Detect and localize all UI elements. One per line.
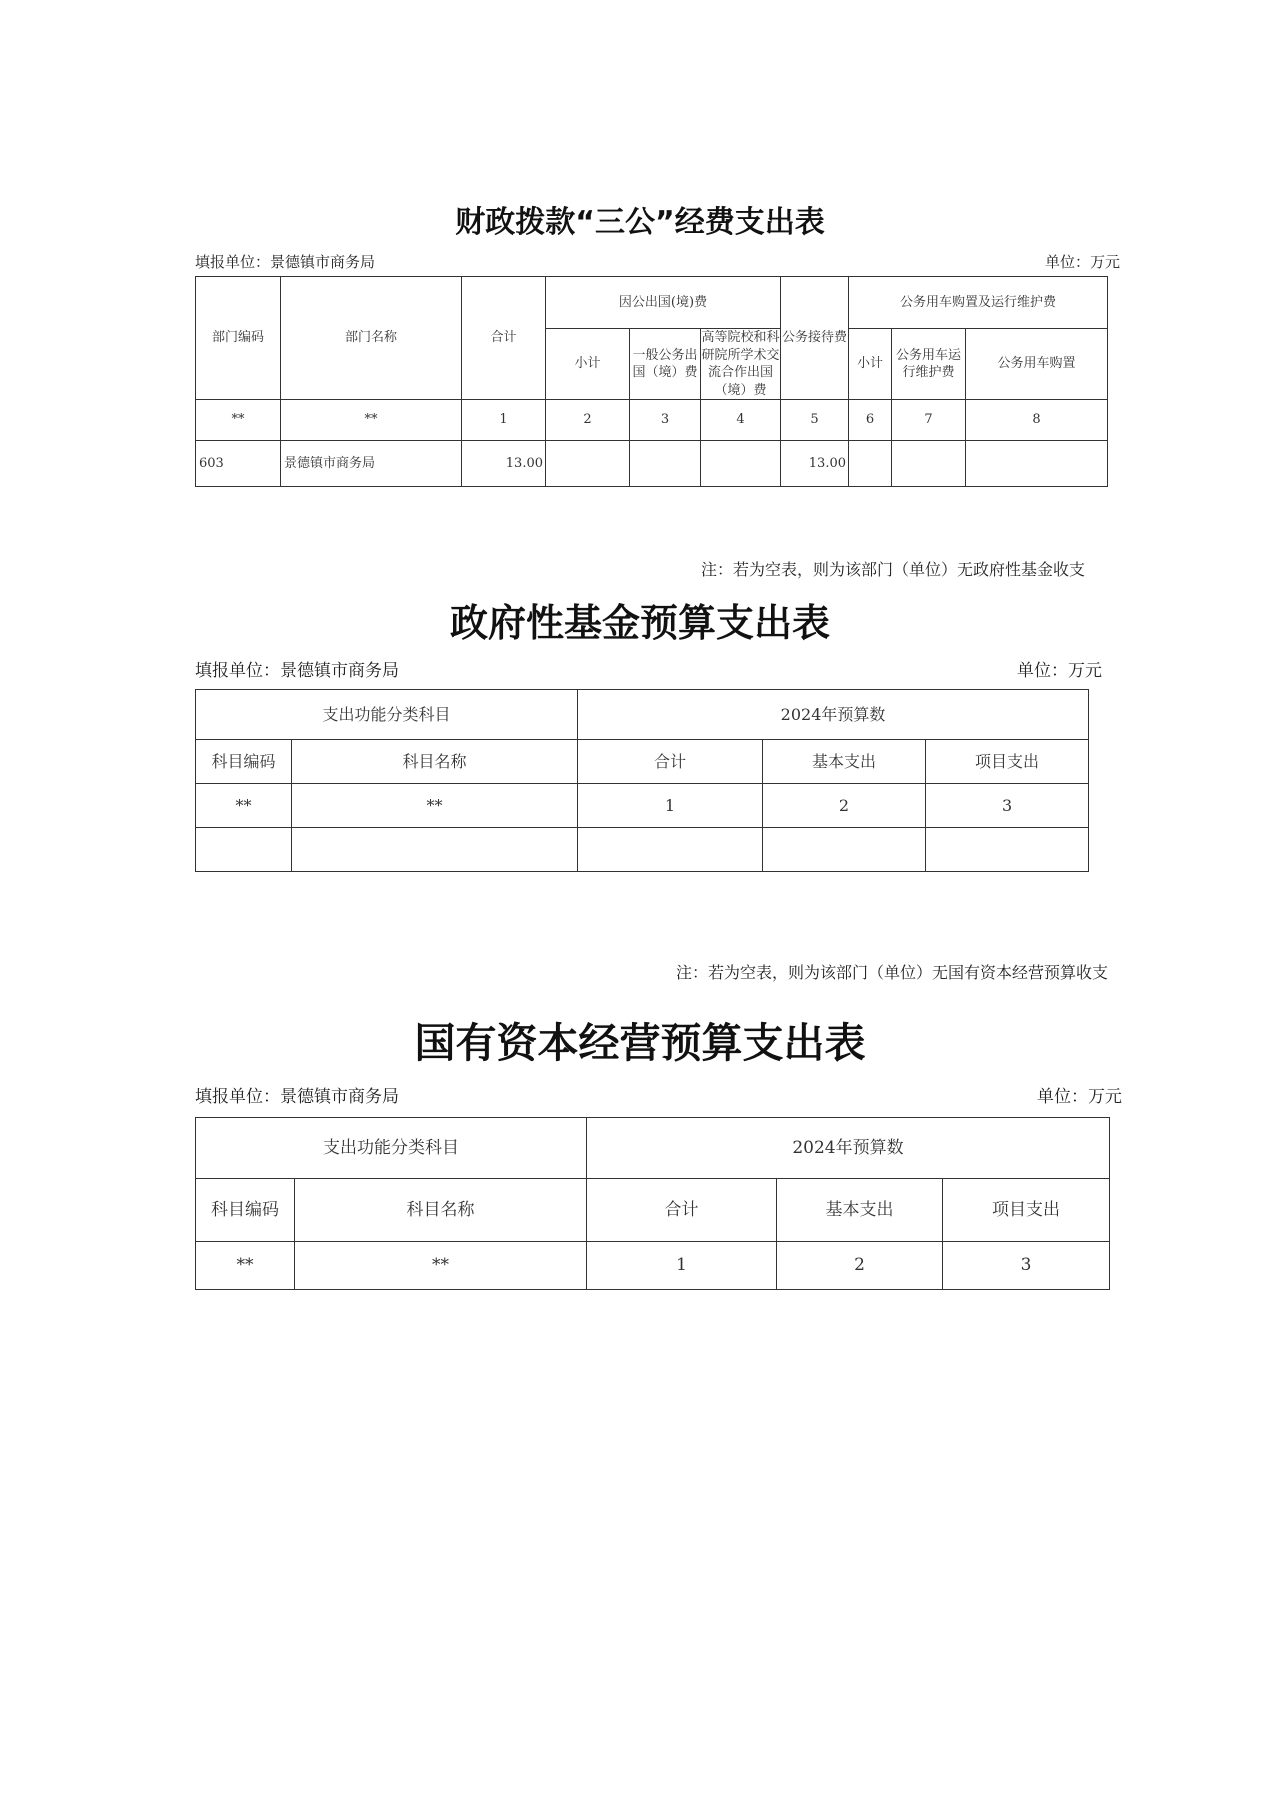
index-cell: 5 [781, 400, 849, 441]
index-cell: ** [196, 784, 292, 828]
header-category: 支出功能分类科目 [196, 1118, 587, 1179]
table3-unit-left: 填报单位：景德镇市商务局 [195, 1087, 399, 1107]
index-cell: ** [196, 1242, 295, 1290]
table-row [196, 828, 1089, 872]
index-cell: 2 [777, 1242, 943, 1290]
table2-unit-right: 单位：万元 [1017, 661, 1102, 681]
abroad-general-cell [630, 441, 701, 487]
empty-cell [763, 828, 926, 872]
table2-note: 注：若为空表，则为该部门（单位）无政府性基金收支 [700, 560, 1085, 579]
header-budget: 2024年预算数 [578, 690, 1089, 740]
header-project: 项目支出 [943, 1179, 1110, 1242]
empty-cell [926, 828, 1089, 872]
header-basic: 基本支出 [777, 1179, 943, 1242]
header-reception: 公务接待费 [781, 277, 849, 400]
total-cell: 13.00 [462, 441, 546, 487]
index-cell: 3 [943, 1242, 1110, 1290]
header-budget: 2024年预算数 [587, 1118, 1110, 1179]
header-vehicle: 公务用车购置及运行维护费 [849, 277, 1108, 329]
header-abroad-general: 一般公务出国（境）费 [630, 329, 701, 400]
header-vehicle-subtotal: 小计 [849, 329, 892, 400]
index-cell: 8 [966, 400, 1108, 441]
header-category: 支出功能分类科目 [196, 690, 578, 740]
index-cell: 3 [630, 400, 701, 441]
header-dept-code: 部门编码 [196, 277, 281, 400]
empty-cell [196, 828, 292, 872]
table-row [196, 441, 1108, 487]
header-abroad-academic: 高等院校和科研院所学术交流合作出国（境）费 [701, 329, 781, 400]
header-name: 科目名称 [292, 740, 578, 784]
header-vehicle-operation: 公务用车运行维护费 [892, 329, 966, 400]
dept-name-cell: 景德镇市商务局 [281, 441, 462, 487]
empty-cell [292, 828, 578, 872]
dept-code-cell: 603 [196, 441, 281, 487]
header-total: 合计 [587, 1179, 777, 1242]
header-dept-name: 部门名称 [281, 277, 462, 400]
reception-cell: 13.00 [781, 441, 849, 487]
index-cell: 1 [578, 784, 763, 828]
vehicle-purchase-cell [966, 441, 1108, 487]
header-abroad-subtotal: 小计 [546, 329, 630, 400]
empty-cell [578, 828, 763, 872]
index-cell: 6 [849, 400, 892, 441]
header-project: 项目支出 [926, 740, 1089, 784]
header-total: 合计 [462, 277, 546, 400]
index-cell: 7 [892, 400, 966, 441]
index-cell: ** [281, 400, 462, 441]
table1-unit-left: 填报单位：景德镇市商务局 [195, 253, 376, 271]
index-cell: 3 [926, 784, 1089, 828]
header-basic: 基本支出 [763, 740, 926, 784]
index-cell: 2 [763, 784, 926, 828]
vehicle-operation-cell [892, 441, 966, 487]
header-name: 科目名称 [295, 1179, 587, 1242]
index-cell: 2 [546, 400, 630, 441]
abroad-subtotal-cell [546, 441, 630, 487]
index-cell: ** [292, 784, 578, 828]
header-code: 科目编码 [196, 1179, 295, 1242]
header-code: 科目编码 [196, 740, 292, 784]
header-abroad: 因公出国(境)费 [546, 277, 781, 329]
abroad-academic-cell [701, 441, 781, 487]
index-cell: 1 [587, 1242, 777, 1290]
table2-unit-left: 填报单位：景德镇市商务局 [195, 661, 399, 681]
table3-note: 注：若为空表，则为该部门（单位）无国有资本经营预算收支 [675, 963, 1108, 982]
table2-title: 政府性基金预算支出表 [449, 601, 830, 645]
table1-title: 财政拨款“三公”经费支出表 [455, 205, 825, 240]
index-cell: 4 [701, 400, 781, 441]
header-vehicle-purchase: 公务用车购置 [966, 329, 1108, 400]
index-cell: 1 [462, 400, 546, 441]
index-cell: ** [196, 400, 281, 441]
table3-unit-right: 单位：万元 [1037, 1087, 1122, 1107]
header-total: 合计 [578, 740, 763, 784]
table1 [195, 276, 1108, 487]
vehicle-subtotal-cell [849, 441, 892, 487]
table3 [195, 1117, 1110, 1290]
table1-unit-right: 单位：万元 [1045, 253, 1121, 271]
table3-title: 国有资本经营预算支出表 [414, 1019, 866, 1067]
table2 [195, 689, 1089, 872]
index-cell: ** [295, 1242, 587, 1290]
